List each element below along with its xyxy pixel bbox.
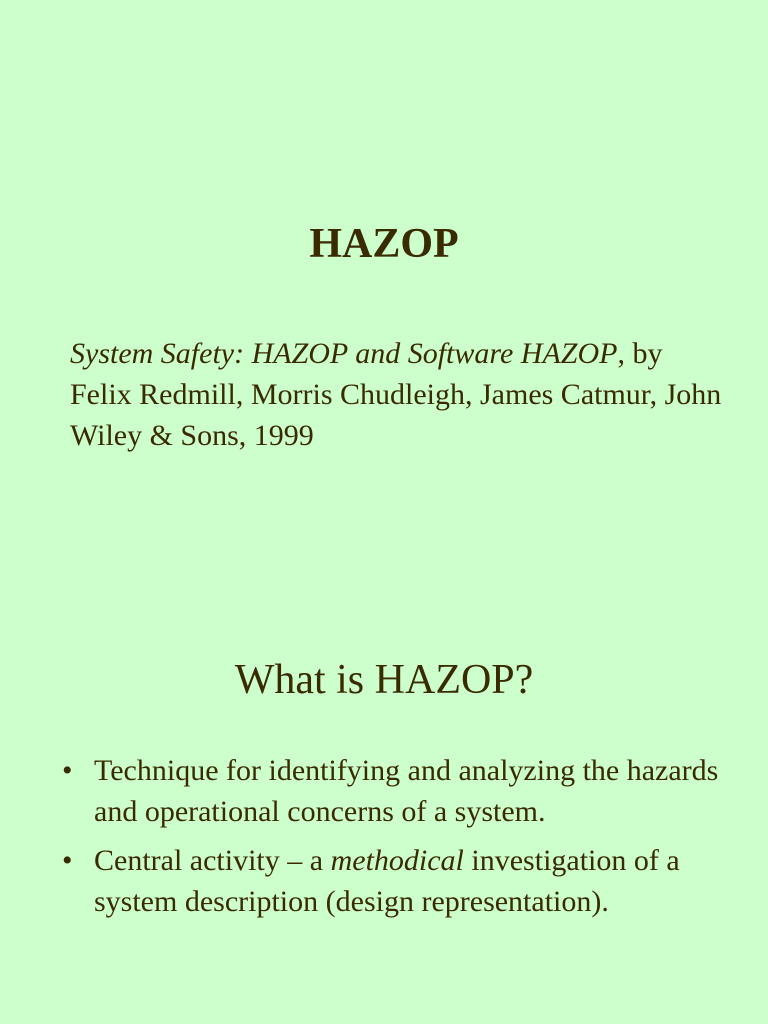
book-details: by Felix Redmill, Morris Chudleigh, James Catmur, John Wiley & Sons, 1999: [70, 337, 722, 452]
bullet-text-end: investigation of a system description (design representation).: [94, 844, 680, 918]
bullet-text: Technique for identifying and analyzing the hazards and operational concerns of a system.: [94, 754, 719, 828]
slide-title: HAZOP: [309, 221, 459, 267]
bullet-text-start: Central activity – a: [94, 844, 331, 877]
bullet-icon: •: [62, 754, 73, 787]
bullet-list: [62, 750, 752, 930]
section-heading: What is HAZOP?: [234, 657, 534, 703]
book-title: System Safety: HAZOP and Software HAZOP: [70, 337, 618, 370]
bullet-emphasis: methodical: [330, 844, 464, 877]
bullet-icon: •: [62, 844, 73, 877]
book-reference: [70, 333, 730, 456]
bullet-item-technique: [62, 750, 752, 832]
bullet-item-central-activity: [62, 840, 752, 922]
reference-comma: ,: [617, 337, 625, 370]
